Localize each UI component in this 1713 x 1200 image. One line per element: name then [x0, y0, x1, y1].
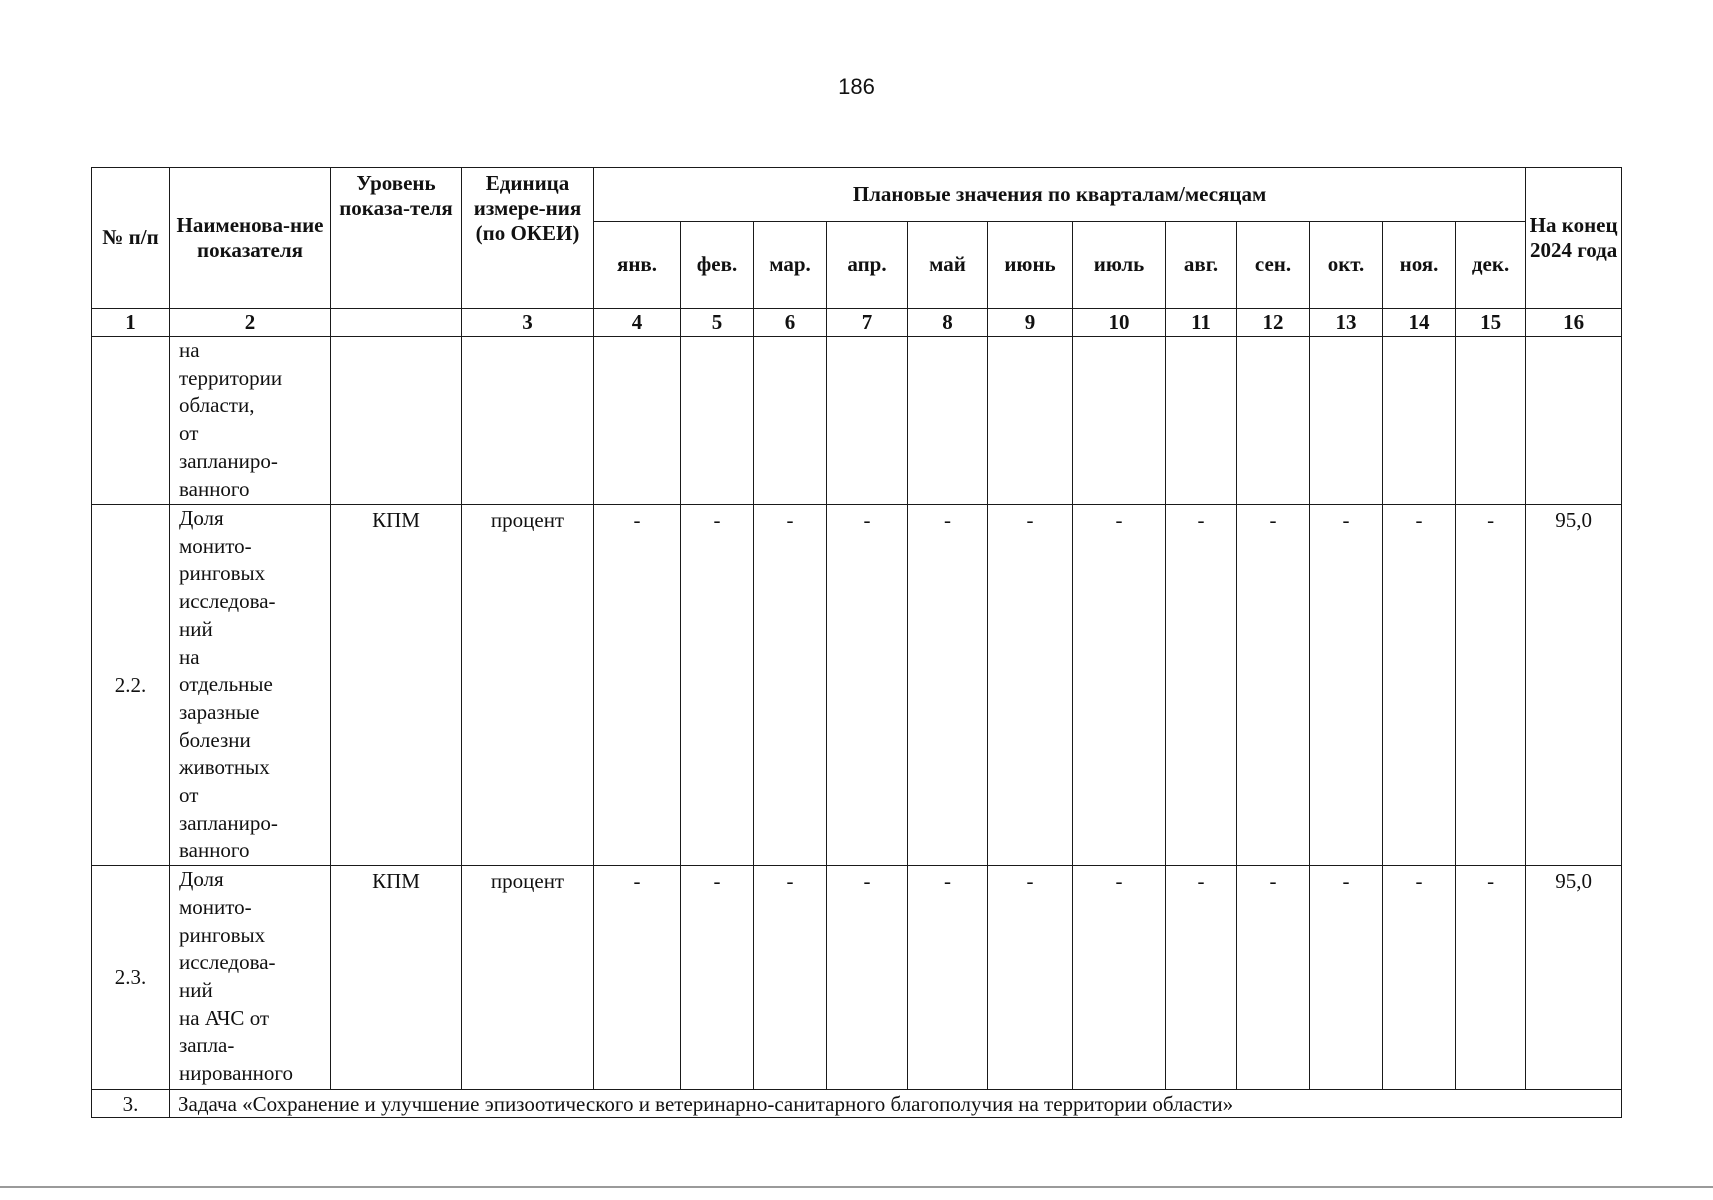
- column-number: 2: [170, 309, 331, 337]
- month-value: -: [1166, 866, 1237, 1090]
- indicator-unit: [462, 337, 594, 505]
- month-value: -: [1456, 505, 1526, 866]
- column-number: 6: [754, 309, 827, 337]
- month-value: -: [681, 866, 754, 1090]
- header-month: дек.: [1456, 222, 1526, 309]
- table-row: [92, 866, 1622, 1090]
- column-number: 14: [1383, 309, 1456, 337]
- header-num: № п/п: [92, 168, 170, 309]
- header-month: апр.: [827, 222, 908, 309]
- page-bottom-rule: [0, 1186, 1713, 1188]
- month-value: -: [1310, 866, 1383, 1090]
- month-value: [988, 337, 1073, 505]
- row-number: [92, 337, 170, 505]
- month-value: [908, 337, 988, 505]
- month-value: -: [1237, 866, 1310, 1090]
- indicator-unit: процент: [462, 866, 594, 1090]
- month-value: [1456, 337, 1526, 505]
- task-row: [92, 1090, 1622, 1118]
- header-month: ноя.: [1383, 222, 1456, 309]
- column-number: 1: [92, 309, 170, 337]
- header-plan: Плановые значения по кварталам/месяцам: [594, 168, 1526, 222]
- header-month: июнь: [988, 222, 1073, 309]
- column-number: 9: [988, 309, 1073, 337]
- month-value: -: [1073, 866, 1166, 1090]
- page-number: 186: [838, 74, 875, 99]
- month-value: -: [908, 866, 988, 1090]
- row-number: 2.2.: [92, 505, 170, 866]
- header-level: Уровень показа-теля: [331, 168, 462, 309]
- column-number: 13: [1310, 309, 1383, 337]
- month-value: -: [1383, 866, 1456, 1090]
- month-value: -: [1456, 866, 1526, 1090]
- month-value: [1166, 337, 1237, 505]
- month-value: [1310, 337, 1383, 505]
- row-number: 2.3.: [92, 866, 170, 1090]
- column-number: [331, 309, 462, 337]
- table-row: [92, 337, 1622, 505]
- indicator-name: на территории области, от запланиро- ванного: [170, 337, 331, 505]
- column-number: 12: [1237, 309, 1310, 337]
- month-value: -: [1310, 505, 1383, 866]
- month-value: -: [1237, 505, 1310, 866]
- indicator-name: Доля монито- ринговых исследова- ний на отдельные заразные болезни животных от запланиро- ванного: [170, 505, 331, 866]
- column-number: 4: [594, 309, 681, 337]
- end-year-value: [1526, 337, 1622, 505]
- month-value: -: [594, 866, 681, 1090]
- indicator-level: КПМ: [331, 505, 462, 866]
- header-month: июль: [1073, 222, 1166, 309]
- column-number: 11: [1166, 309, 1237, 337]
- month-value: -: [681, 505, 754, 866]
- month-value: -: [827, 866, 908, 1090]
- month-value: -: [754, 866, 827, 1090]
- month-value: -: [908, 505, 988, 866]
- header-month: май: [908, 222, 988, 309]
- header-month: янв.: [594, 222, 681, 309]
- column-number: 16: [1526, 309, 1622, 337]
- month-value: -: [827, 505, 908, 866]
- indicator-table: [91, 167, 1622, 1118]
- indicator-unit: процент: [462, 505, 594, 866]
- end-year-value: 95,0: [1526, 866, 1622, 1090]
- task-number: 3.: [92, 1090, 170, 1118]
- indicator-name: Доля монито- ринговых исследова- ний на АЧС от запла- нированного: [170, 866, 331, 1090]
- month-value: [681, 337, 754, 505]
- indicator-level: [331, 337, 462, 505]
- task-title: Задача «Сохранение и улучшение эпизоотического и ветеринарно-санитарного благополучия на территории области»: [170, 1090, 1622, 1118]
- month-value: -: [754, 505, 827, 866]
- month-value: -: [988, 866, 1073, 1090]
- header-month: мар.: [754, 222, 827, 309]
- month-value: -: [1166, 505, 1237, 866]
- month-value: -: [1383, 505, 1456, 866]
- column-number: 10: [1073, 309, 1166, 337]
- table-row: [92, 505, 1622, 866]
- header-month: авг.: [1166, 222, 1237, 309]
- header-month: сен.: [1237, 222, 1310, 309]
- month-value: [827, 337, 908, 505]
- month-value: [1237, 337, 1310, 505]
- month-value: -: [988, 505, 1073, 866]
- month-value: -: [594, 505, 681, 866]
- month-value: [1073, 337, 1166, 505]
- column-number: 15: [1456, 309, 1526, 337]
- column-number: 5: [681, 309, 754, 337]
- header-month: окт.: [1310, 222, 1383, 309]
- column-number: 7: [827, 309, 908, 337]
- header-month: фев.: [681, 222, 754, 309]
- month-value: [754, 337, 827, 505]
- indicator-level: КПМ: [331, 866, 462, 1090]
- column-number: 3: [462, 309, 594, 337]
- header-unit: Единица измере-ния (по ОКЕИ): [462, 168, 594, 309]
- header-name: Наименова-ние показателя: [170, 168, 331, 309]
- month-value: [1383, 337, 1456, 505]
- header-end: На конец 2024 года: [1526, 168, 1622, 309]
- end-year-value: 95,0: [1526, 505, 1622, 866]
- month-value: -: [1073, 505, 1166, 866]
- column-number: 8: [908, 309, 988, 337]
- month-value: [594, 337, 681, 505]
